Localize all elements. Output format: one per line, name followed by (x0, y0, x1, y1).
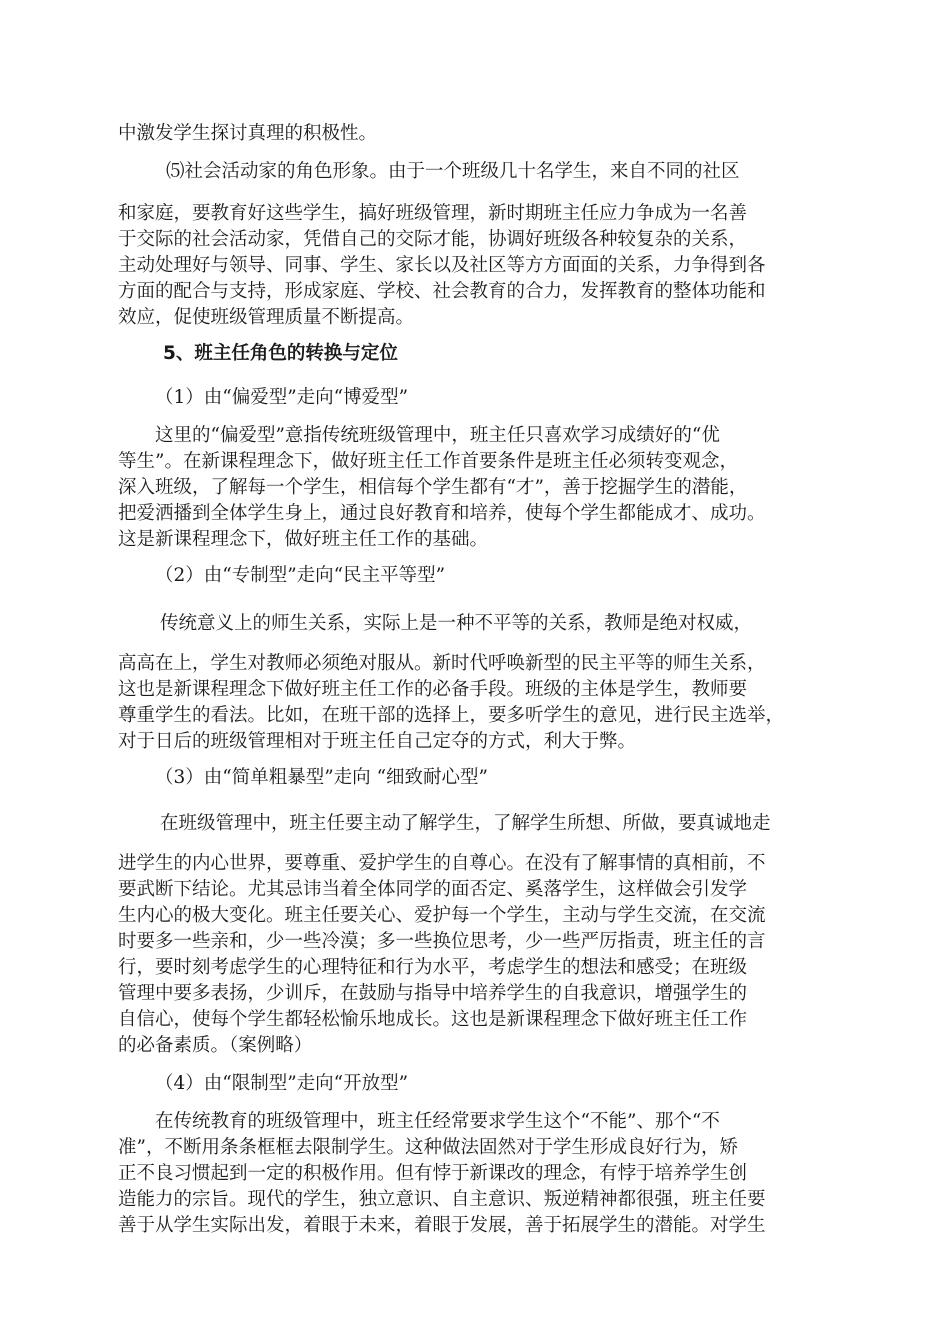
text-line: 对于日后的班级管理相对于班主任自己定夺的方式，利大于弊。 (118, 731, 637, 752)
text-line: 这里的“偏爱型”意指传统班级管理中，班主任只喜欢学习成绩好的“优 (155, 425, 720, 446)
text-line: 进学生的内心世界，要尊重、爱护学生的自尊心。在没有了解事情的真相前，不 (118, 853, 766, 874)
text-line: 造能力的宗旨。现代的学生，独立意识、自主意识、叛逆精神都很强，班主任要 (118, 1189, 766, 1210)
text-line: 时要多一些亲和，少一些冷漠；多一些换位思考，少一些严厉指责，班主任的言 (118, 931, 766, 952)
subsection-heading: （1）由“偏爱型”走向“博爱型” (155, 387, 409, 408)
text-line: 尊重学生的看法。比如，在班干部的选择上，要多听学生的意见，进行民主选举， (118, 705, 785, 726)
text-line: 这也是新课程理念下做好班主任工作的必备手段。班级的主体是学生，教师要 (118, 679, 748, 700)
text-line: 把爱洒播到全体学生身上，通过良好教育和培养，使每个学生都能成才、成功。 (118, 503, 766, 524)
text-line: 管理中要多表扬，少训斥，在鼓励与指导中培养学生的自我意识，增强学生的 (118, 983, 748, 1004)
text-line: 效应，促使班级管理质量不断提高。 (118, 307, 415, 328)
section-heading: 5、班主任角色的转换与定位 (163, 343, 398, 364)
text-line: 准”，不断用条条框框去限制学生。这种做法固然对于学生形成良好行为，矫 (118, 1137, 738, 1158)
text-line: 生内心的极大变化。班主任要关心、爱护每一个学生，主动与学生交流，在交流 (118, 905, 766, 926)
text-line: 主动处理好与领导、同事、学生、家长以及社区等方方面面的关系，力争得到各 (118, 255, 766, 276)
text-line: 要武断下结论。尤其忌讳当着全体同学的面否定、奚落学生，这样做会引发学 (118, 879, 748, 900)
text-line: 行，要时刻考虑学生的心理特征和行为水平，考虑学生的想法和感受；在班级 (118, 957, 748, 978)
subsection-heading: （4）由“限制型”走向“开放型” (155, 1073, 409, 1094)
text-line: 这是新课程理念下，做好班主任工作的基础。 (118, 529, 489, 550)
text-line: 和家庭，要教育好这些学生，搞好班级管理，新时期班主任应力争成为一名善 (118, 203, 748, 224)
text-line: 中激发学生探讨真理的积极性。 (118, 123, 378, 144)
subsection-heading: （2）由“专制型”走向“民主平等型” (155, 565, 446, 586)
text-line: 传统意义上的师生关系，实际上是一种不平等的关系，教师是绝对权威， (160, 613, 753, 634)
text-line: 高高在上，学生对教师必须绝对服从。新时代呼唤新型的民主平等的师生关系， (118, 653, 766, 674)
text-line: 深入班级，了解每一个学生，相信每个学生都有“才”，善于挖掘学生的潜能， (118, 477, 748, 498)
text-line: 等生”。在新课程理念下，做好班主任工作首要条件是班主任必须转变观念， (118, 451, 738, 472)
text-line: 在传统教育的班级管理中，班主任经常要求学生这个“不能”、那个“不 (155, 1111, 720, 1132)
text-line: 善于从学生实际出发，着眼于未来，着眼于发展，善于拓展学生的潜能。对学生 (118, 1215, 766, 1236)
text-line: 于交际的社会活动家，凭借自己的交际才能，协调好班级各种较复杂的关系， (118, 229, 748, 250)
subsection-heading: （3）由“简单粗暴型”走向 “细致耐心型” (155, 767, 488, 788)
text-line: 正不良习惯起到一定的积极作用。但有悖于新课改的理念，有悖于培养学生创 (118, 1163, 748, 1184)
text-line: 在班级管理中，班主任要主动了解学生，了解学生所想、所做，要真诚地走 (160, 813, 771, 834)
text-line: 的必备素质。（案例略） (118, 1035, 313, 1056)
text-line: ⑸社会活动家的角色形象。由于一个班级几十名学生，来自不同的社区 (166, 161, 740, 182)
text-line: 方面的配合与支持，形成家庭、学校、社会教育的合力，发挥教育的整体功能和 (118, 281, 766, 302)
text-line: 自信心，使每个学生都轻松愉乐地成长。这也是新课程理念下做好班主任工作 (118, 1009, 748, 1030)
